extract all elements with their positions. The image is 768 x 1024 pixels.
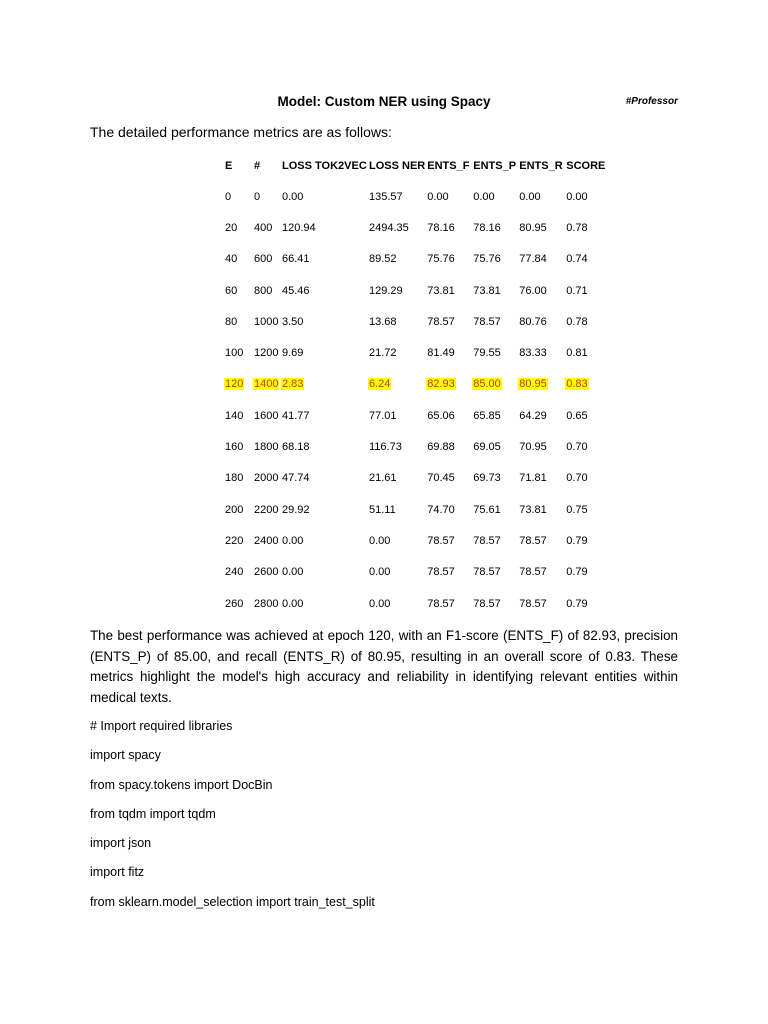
table-cell: 135.57 <box>369 190 403 203</box>
table-row <box>224 557 610 588</box>
table-cell: 2.83 <box>282 378 304 391</box>
header-epoch: E <box>225 159 233 172</box>
table-cell: 68.18 <box>282 441 310 454</box>
table-cell: 78.57 <box>427 315 455 328</box>
table-row <box>224 463 610 494</box>
table-cell: 2494.35 <box>369 221 409 234</box>
page-title: Model: Custom NER using Spacy <box>277 94 491 109</box>
title-row <box>90 94 678 114</box>
table-row <box>224 494 610 525</box>
table-cell: 71.81 <box>519 472 547 485</box>
table-cell: 0.00 <box>282 534 304 547</box>
table-cell: 0.00 <box>369 597 391 610</box>
table-header-row <box>224 150 610 181</box>
summary-paragraph: The best performance was achieved at epoch 120, with an F1-score (ENTS_F) of 82.93, precision (ENTS_P) of 85.00, and recall (ENTS_R) of 80.95, resulting in an overall score of 0.83. These metrics highlight the model's high accuracy and reliability in identifying relevant entities within medical texts. <box>90 628 678 706</box>
table-row <box>224 181 610 212</box>
table-cell: 120.94 <box>282 221 316 234</box>
code-line: import json <box>90 836 152 851</box>
table-cell: 0.78 <box>566 315 588 328</box>
table-cell: 78.57 <box>427 566 455 579</box>
table-cell: 80.76 <box>519 315 547 328</box>
table-cell: 2600 <box>254 566 279 579</box>
table-cell: 75.61 <box>473 503 501 516</box>
table-cell: 69.05 <box>473 441 501 454</box>
table-cell: 2400 <box>254 534 279 547</box>
table-cell: 20 <box>225 221 238 234</box>
table-cell: 70.45 <box>427 472 455 485</box>
table-row <box>224 275 610 306</box>
table-cell: 160 <box>225 441 244 454</box>
table-cell: 0.78 <box>566 221 588 234</box>
table-cell: 0 <box>225 190 232 203</box>
table-row <box>224 212 610 243</box>
table-cell: 9.69 <box>282 347 304 360</box>
header-loss-tok2vec: LOSS TOK2VEC <box>282 159 367 172</box>
table-cell: 1800 <box>254 441 279 454</box>
table-cell: 240 <box>225 566 244 579</box>
table-cell: 0 <box>254 190 261 203</box>
table-row <box>224 306 610 337</box>
table-cell: 0.65 <box>566 409 588 422</box>
table-cell: 800 <box>254 284 273 297</box>
table-cell: 65.85 <box>473 409 501 422</box>
table-cell: 0.75 <box>566 503 588 516</box>
table-cell: 77.01 <box>369 409 397 422</box>
intro-text: The detailed performance metrics are as follows: <box>90 124 392 140</box>
table-cell: 180 <box>225 472 244 485</box>
table-cell: 0.79 <box>566 597 588 610</box>
table-cell: 0.00 <box>369 534 391 547</box>
table-cell: 60 <box>225 284 238 297</box>
header-loss-ner: LOSS NER <box>369 159 426 172</box>
table-cell: 69.88 <box>427 441 455 454</box>
table-cell: 78.57 <box>519 597 547 610</box>
header-step: # <box>254 159 261 172</box>
hashtag-label: #Professor <box>625 96 678 107</box>
table-cell: 74.70 <box>427 503 455 516</box>
table-cell: 200 <box>225 503 244 516</box>
table-cell: 78.57 <box>519 534 547 547</box>
table-cell: 1200 <box>254 347 279 360</box>
table-row <box>224 400 610 431</box>
code-line: import fitz <box>90 865 145 880</box>
table-cell: 140 <box>225 409 244 422</box>
code-line: import spacy <box>90 748 161 763</box>
table-cell: 80 <box>225 315 238 328</box>
table-cell: 0.00 <box>566 190 588 203</box>
table-cell: 65.06 <box>427 409 455 422</box>
code-line: from sklearn.model_selection import train_test_split <box>90 894 375 909</box>
table-cell: 78.57 <box>473 315 501 328</box>
table-cell: 81.49 <box>427 347 455 360</box>
table-cell: 2000 <box>254 472 279 485</box>
table-row <box>224 369 610 400</box>
table-cell: 82.93 <box>427 378 455 391</box>
table-cell: 70.95 <box>519 441 547 454</box>
metrics-table-body <box>224 181 610 619</box>
table-cell: 1400 <box>254 378 279 391</box>
header-ents-f: ENTS_F <box>427 159 470 172</box>
table-cell: 2800 <box>254 597 279 610</box>
table-cell: 400 <box>254 221 273 234</box>
table-cell: 75.76 <box>427 253 455 266</box>
table-cell: 21.61 <box>369 472 397 485</box>
header-ents-r: ENTS_R <box>519 159 563 172</box>
table-cell: 78.16 <box>473 221 501 234</box>
table-cell: 78.57 <box>473 597 501 610</box>
table-cell: 0.70 <box>566 472 588 485</box>
table-cell: 260 <box>225 597 244 610</box>
table-cell: 2200 <box>254 503 279 516</box>
code-line: from tqdm import tqdm <box>90 806 216 821</box>
table-cell: 73.81 <box>473 284 501 297</box>
table-cell: 79.55 <box>473 347 501 360</box>
table-cell: 129.29 <box>369 284 403 297</box>
table-cell: 116.73 <box>369 441 402 454</box>
table-cell: 21.72 <box>369 347 397 360</box>
table-cell: 0.79 <box>566 566 588 579</box>
table-cell: 85.00 <box>473 378 501 391</box>
table-cell: 0.00 <box>282 597 304 610</box>
table-cell: 69.73 <box>473 472 501 485</box>
table-cell: 0.00 <box>282 566 304 579</box>
table-cell: 89.52 <box>369 253 397 266</box>
table-cell: 73.81 <box>519 503 547 516</box>
table-cell: 80.95 <box>519 378 547 391</box>
table-cell: 220 <box>225 534 244 547</box>
table-cell: 0.83 <box>566 378 588 391</box>
table-cell: 0.74 <box>566 253 588 266</box>
table-row <box>224 525 610 556</box>
table-cell: 29.92 <box>282 503 310 516</box>
table-cell: 0.81 <box>566 347 588 360</box>
table-cell: 80.95 <box>519 221 547 234</box>
table-cell: 45.46 <box>282 284 310 297</box>
table-cell: 41.77 <box>282 409 310 422</box>
table-cell: 76.00 <box>519 284 547 297</box>
table-cell: 77.84 <box>519 253 547 266</box>
table-row <box>224 244 610 275</box>
header-ents-p: ENTS_P <box>473 159 517 172</box>
table-cell: 78.57 <box>473 534 501 547</box>
table-row <box>224 337 610 368</box>
table-cell: 78.57 <box>473 566 501 579</box>
table-cell: 100 <box>225 347 244 360</box>
table-row <box>224 431 610 462</box>
table-cell: 83.33 <box>519 347 547 360</box>
metrics-table <box>224 150 610 619</box>
table-cell: 40 <box>225 253 238 266</box>
table-cell: 6.24 <box>369 378 391 391</box>
table-cell: 78.57 <box>519 566 547 579</box>
table-cell: 0.79 <box>566 534 588 547</box>
table-cell: 66.41 <box>282 253 310 266</box>
table-cell: 0.00 <box>282 190 304 203</box>
code-line: from spacy.tokens import DocBin <box>90 777 273 792</box>
table-cell: 75.76 <box>473 253 501 266</box>
table-row <box>224 588 610 619</box>
table-cell: 0.00 <box>519 190 541 203</box>
table-cell: 0.00 <box>473 190 495 203</box>
table-cell: 120 <box>225 378 244 391</box>
table-cell: 0.00 <box>427 190 449 203</box>
table-cell: 64.29 <box>519 409 547 422</box>
table-cell: 1600 <box>254 409 279 422</box>
table-cell: 0.00 <box>369 566 391 579</box>
table-cell: 78.57 <box>427 534 455 547</box>
table-cell: 0.70 <box>566 441 588 454</box>
table-cell: 47.74 <box>282 472 310 485</box>
table-cell: 1000 <box>254 315 279 328</box>
table-cell: 51.11 <box>369 503 396 516</box>
table-cell: 78.16 <box>427 221 455 234</box>
table-cell: 600 <box>254 253 273 266</box>
table-cell: 0.71 <box>566 284 588 297</box>
table-cell: 78.57 <box>427 597 455 610</box>
table-cell: 73.81 <box>427 284 455 297</box>
table-cell: 3.50 <box>282 315 304 328</box>
table-cell: 13.68 <box>369 315 397 328</box>
code-line: # Import required libraries <box>90 719 233 733</box>
header-score: SCORE <box>566 159 606 172</box>
code-block <box>90 716 375 921</box>
